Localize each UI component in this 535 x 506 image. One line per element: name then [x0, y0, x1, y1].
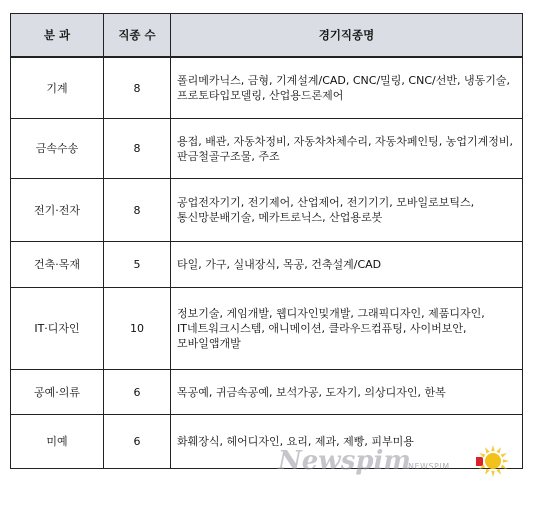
- row-count: 8: [104, 119, 171, 179]
- row-count: 8: [104, 179, 171, 242]
- table-row: [11, 288, 523, 370]
- row-names: 용접, 배관, 자동차정비, 자동차차체수리, 자동차페인팅, 농업기계정비, 판금철골구조물, 주조: [171, 119, 523, 179]
- row-names: 화훼장식, 헤어디자인, 요리, 제과, 제빵, 피부미용: [171, 415, 523, 469]
- watermark-text: Newspim: [278, 446, 411, 476]
- table-row: [11, 57, 523, 119]
- header-names: 경기직종명: [171, 14, 523, 58]
- table-row: [11, 415, 523, 469]
- row-category: 기계: [11, 57, 104, 119]
- skills-table: [10, 13, 523, 469]
- row-category: 공예·의류: [11, 370, 104, 415]
- row-names: 공업전자기기, 전기제어, 산업제어, 전기기기, 모바일로보틱스, 통신망분배기술, 메카트로닉스, 산업용로봇: [171, 179, 523, 242]
- row-category: 건축·목재: [11, 242, 104, 288]
- row-count: 6: [104, 415, 171, 469]
- header-category: 분 과: [11, 14, 104, 58]
- row-category: IT·디자인: [11, 288, 104, 370]
- watermark-small-text: NEWSPIM: [408, 462, 450, 471]
- table-row: [11, 242, 523, 288]
- row-names: 타일, 가구, 실내장식, 목공, 건축설계/CAD: [171, 242, 523, 288]
- table-row: [11, 119, 523, 179]
- row-count: 8: [104, 57, 171, 119]
- row-category: 전기·전자: [11, 179, 104, 242]
- header-row: [11, 14, 523, 58]
- row-count: 6: [104, 370, 171, 415]
- row-names: 폴리메카닉스, 금형, 기계설계/CAD, CNC/밀링, CNC/선반, 냉동기술, 프로토타입모델링, 산업용드론제어: [171, 57, 523, 119]
- row-names: 목공예, 귀금속공예, 보석가공, 도자기, 의상디자인, 한복: [171, 370, 523, 415]
- table-row: [11, 370, 523, 415]
- row-names: 정보기술, 게임개발, 웹디자인및개발, 그래픽디자인, 제품디자인, IT네트워크시스템, 애니메이션, 클라우드컴퓨팅, 사이버보안, 모바일앱개발: [171, 288, 523, 370]
- row-count: 10: [104, 288, 171, 370]
- skills-table-container: [10, 13, 522, 469]
- row-count: 5: [104, 242, 171, 288]
- row-category: 금속수송: [11, 119, 104, 179]
- header-count: 직종 수: [104, 14, 171, 58]
- table-row: [11, 179, 523, 242]
- row-category: 미예: [11, 415, 104, 469]
